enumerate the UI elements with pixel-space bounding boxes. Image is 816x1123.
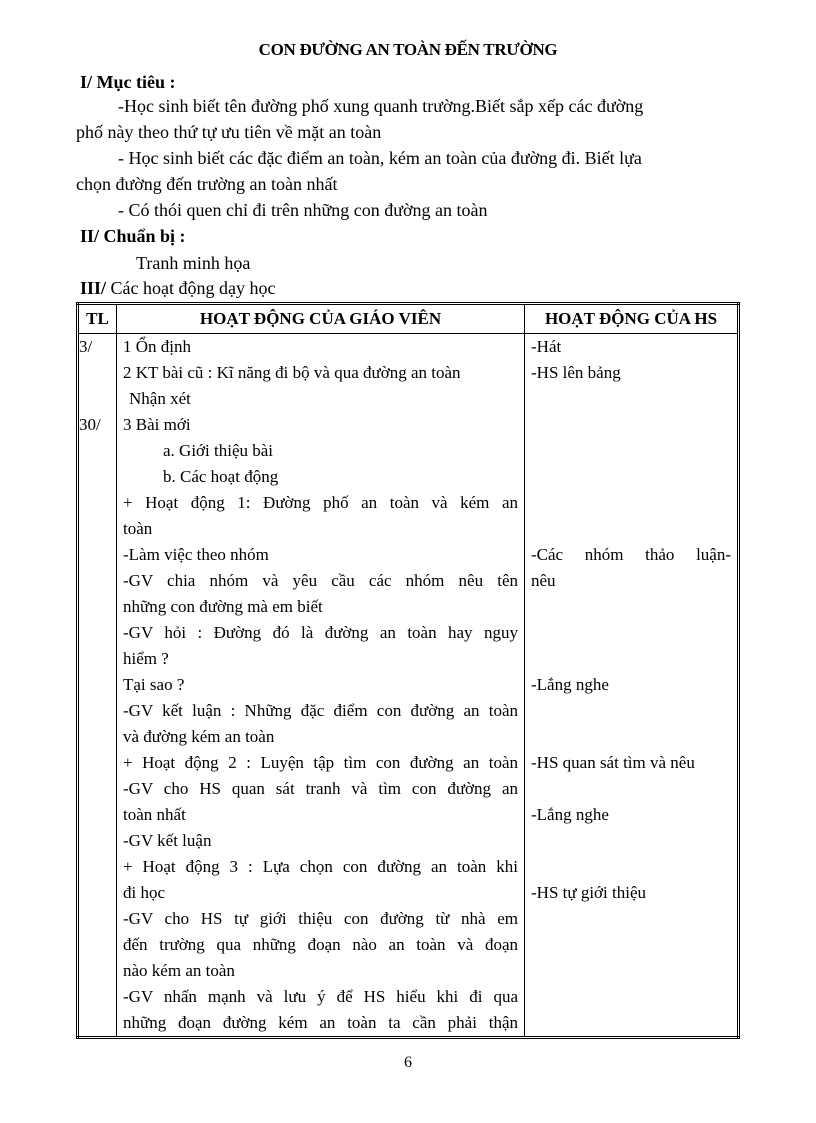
student-activity-line bbox=[525, 412, 737, 438]
teacher-activity-line: toàn bbox=[123, 519, 153, 538]
student-activity-line bbox=[525, 490, 737, 516]
student-activity-line bbox=[525, 620, 737, 646]
student-activity-line: -HS quan sát tìm và nêu bbox=[531, 753, 695, 772]
student-activity-line bbox=[525, 464, 737, 490]
student-activity-line bbox=[525, 438, 737, 464]
student-activity-line: nêu bbox=[531, 571, 556, 590]
table-row bbox=[78, 334, 739, 1038]
teacher-activity-line: -GV hỏi : Đường đó là đường an toàn hay nguy bbox=[123, 623, 518, 642]
student-activity-line bbox=[525, 984, 737, 1010]
student-activity-line: -Hát bbox=[531, 337, 562, 356]
student-activity-line bbox=[525, 594, 737, 620]
teacher-activity-line: nào kém an toàn bbox=[123, 961, 235, 980]
student-activity-cell bbox=[525, 334, 739, 1038]
lesson-plan-table bbox=[76, 302, 740, 1039]
teacher-activity-line: -GV cho HS quan sát tranh và tìm con đường an bbox=[123, 779, 518, 798]
student-activity-line bbox=[525, 516, 737, 542]
teacher-activity-line: Tại sao ? bbox=[123, 675, 185, 694]
table-header-row bbox=[78, 304, 739, 334]
teacher-activity-line: -GV nhấn mạnh và lưu ý để HS hiểu khi đi qua bbox=[123, 987, 518, 1006]
header-time: TL bbox=[78, 304, 117, 334]
teacher-activity-line: -GV kết luận bbox=[123, 831, 212, 850]
objective-line: - Có thói quen chỉ đi trên những con đường an toàn bbox=[118, 200, 488, 220]
objectives-heading: I/ Mục tiêu : bbox=[80, 72, 176, 92]
teacher-activity-line: đến trường qua những đoạn nào an toàn và đoạn bbox=[123, 935, 518, 954]
prep-item: Tranh minh họa bbox=[136, 253, 251, 273]
student-activity-line bbox=[525, 386, 737, 412]
student-activity-line: -Lắng nghe bbox=[531, 675, 609, 694]
teacher-activity-line: -GV cho HS tự giới thiệu con đường từ nhà em bbox=[123, 909, 518, 928]
teacher-activity-line: đi học bbox=[123, 883, 166, 902]
header-teacher-activity: HOẠT ĐỘNG CỦA GIÁO VIÊN bbox=[117, 304, 525, 334]
time-column bbox=[78, 334, 117, 1038]
teacher-activity-line: 3 Bài mới bbox=[123, 415, 191, 434]
teacher-activity-line: + Hoạt động 3 : Lựa chọn con đường an toàn khi bbox=[123, 857, 518, 876]
student-activity-line: -Các nhóm thảo luận- bbox=[531, 545, 731, 564]
objective-line: - Học sinh biết các đặc điểm an toàn, kém an toàn của đường đi. Biết lựa bbox=[118, 148, 642, 168]
teacher-activity-line: những con đường mà em biết bbox=[123, 597, 323, 616]
time-value: 3/ bbox=[79, 337, 93, 356]
teacher-activity-cell bbox=[117, 334, 525, 1038]
time-value: 30/ bbox=[79, 415, 101, 434]
teacher-activity-line: và đường kém an toàn bbox=[123, 727, 275, 746]
student-activity-line bbox=[525, 724, 737, 750]
student-activity-line bbox=[525, 958, 737, 984]
teacher-activity-line: a. Giới thiệu bài bbox=[163, 441, 274, 460]
teacher-activity-line: + Hoạt động 2 : Luyện tập tìm con đường an toàn bbox=[123, 753, 518, 772]
objective-line: chọn đường đến trường an toàn nhất bbox=[76, 174, 338, 194]
student-activity-line bbox=[525, 776, 737, 802]
activities-heading: III/ Các hoạt động dạy học bbox=[80, 278, 276, 298]
student-activity-line bbox=[525, 906, 737, 932]
header-student-activity: HOẠT ĐỘNG CỦA HS bbox=[525, 304, 739, 334]
page-number: 6 bbox=[404, 1054, 412, 1071]
activities-heading-text: Các hoạt động dạy học bbox=[110, 278, 276, 298]
student-activity-line: -Lắng nghe bbox=[531, 805, 609, 824]
teacher-activity-line: 2 KT bài cũ : Kĩ năng đi bộ và qua đường an toàn bbox=[123, 363, 461, 382]
teacher-activity-line: -GV chia nhóm và yêu cầu các nhóm nêu tên bbox=[123, 571, 518, 590]
teacher-activity-line: toàn nhất bbox=[123, 805, 186, 824]
student-activity-line bbox=[525, 854, 737, 880]
teacher-activity-line: những đoạn đường kém an toàn ta cần phải thận bbox=[123, 1013, 518, 1032]
student-activity-line: -HS tự giới thiệu bbox=[531, 883, 647, 902]
prep-heading: II/ Chuẩn bị : bbox=[80, 226, 186, 246]
teacher-activity-line: -Làm việc theo nhóm bbox=[123, 545, 269, 564]
teacher-activity-line: 1 Ổn định bbox=[123, 337, 191, 356]
student-activity-line: -HS lên bảng bbox=[531, 363, 621, 382]
teacher-activity-line: -GV kết luận : Những đặc điểm con đường an toàn bbox=[123, 701, 518, 720]
student-activity-line bbox=[525, 698, 737, 724]
teacher-activity-line: b. Các hoạt động bbox=[163, 467, 279, 486]
teacher-activity-line: Nhận xét bbox=[129, 389, 191, 408]
teacher-activity-line: + Hoạt động 1: Đường phố an toàn và kém an bbox=[123, 493, 518, 512]
student-activity-line bbox=[525, 646, 737, 672]
teacher-activity-line: hiểm ? bbox=[123, 649, 169, 668]
student-activity-line bbox=[525, 828, 737, 854]
student-activity-line bbox=[525, 932, 737, 958]
objective-line: -Học sinh biết tên đường phố xung quanh trường.Biết sắp xếp các đường bbox=[118, 96, 644, 116]
document-title: CON ĐƯỜNG AN TOÀN ĐẾN TRƯỜNG bbox=[258, 40, 558, 59]
objective-line: phố này theo thứ tự ưu tiên về mặt an toàn bbox=[76, 122, 382, 142]
student-activity-line bbox=[525, 1010, 737, 1036]
